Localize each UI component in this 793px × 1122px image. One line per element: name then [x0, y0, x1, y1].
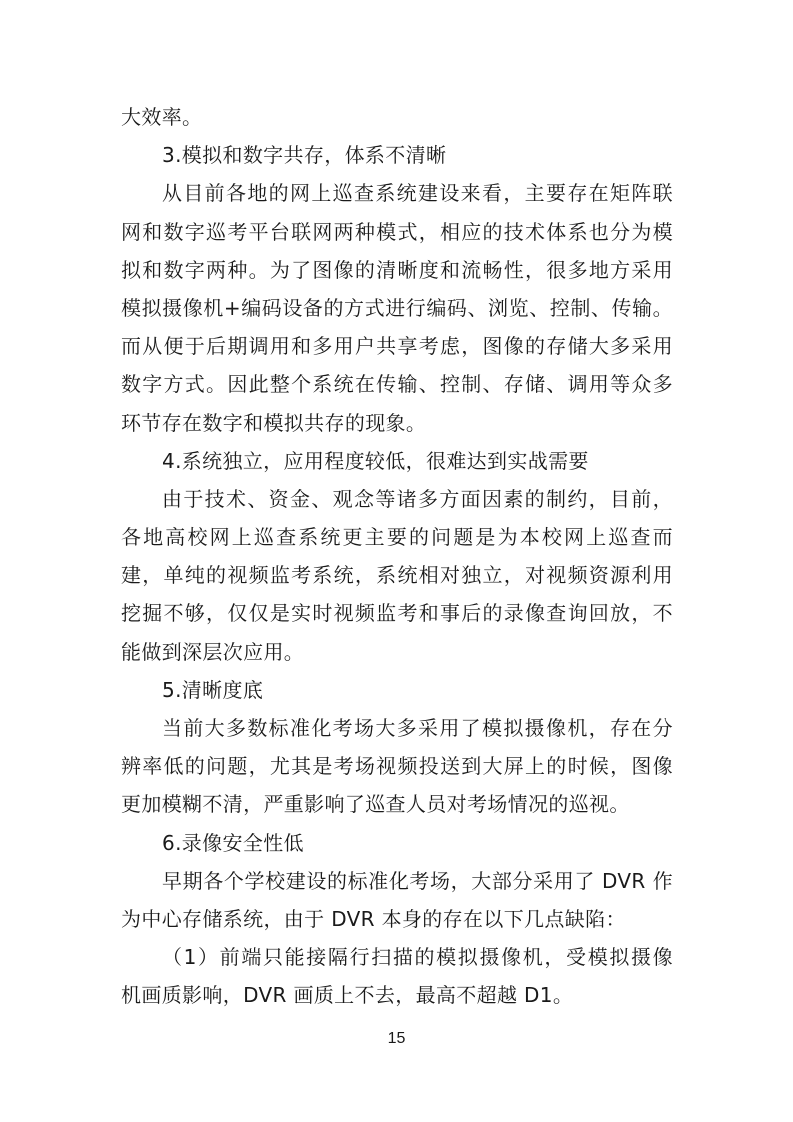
section-heading: 5.清晰度底 — [162, 677, 264, 702]
paragraph-line: 大效率。 — [121, 105, 203, 129]
paragraph-line: （1）前端只能接隔行扫描的模拟摄像机，受模拟摄像 — [162, 945, 673, 970]
document-body — [121, 98, 673, 1015]
paragraph-line: 为中心存储系统，由于 DVR 本身的存在以下几点缺陷： — [121, 906, 626, 931]
paragraph-line: 而从便于后期调用和多用户共享考虑，图像的存储大多采用 — [121, 334, 673, 359]
page-number: 15 — [387, 1030, 406, 1047]
paragraph-line: 辨率低的问题，尤其是考场视频投送到大屏上的时候，图像 — [121, 754, 673, 779]
section-heading: 3.模拟和数字共存，体系不清晰 — [162, 143, 447, 168]
paragraph-line: 环节存在数字和模拟共存的现象。 — [121, 410, 427, 435]
section-heading: 4.系统独立，应用程度较低，很难达到实战需要 — [162, 448, 589, 473]
paragraph-line: 数字方式。因此整个系统在传输、控制、存储、调用等众多 — [121, 372, 673, 397]
paragraph-line: 模拟摄像机+编码设备的方式进行编码、浏览、控制、传输。 — [121, 295, 673, 320]
paragraph-line: 更加模糊不清，严重影响了巡查人员对考场情况的巡视。 — [121, 792, 630, 817]
paragraph-line: 从目前各地的网上巡查系统建设来看，主要存在矩阵联 — [162, 181, 673, 206]
paragraph-line: 网和数字巡考平台联网两种模式，相应的技术体系也分为模 — [121, 219, 673, 244]
section-heading: 6.录像安全性低 — [162, 830, 304, 855]
paragraph-line: 建，单纯的视频监考系统，系统相对独立，对视频资源利用 — [121, 563, 673, 588]
paragraph-line: 机画质影响，DVR 画质上不去，最高不超越 D1。 — [121, 983, 574, 1008]
paragraph-line: 挖掘不够，仅仅是实时视频监考和事后的录像查询回放，不 — [121, 601, 673, 626]
paragraph-line: 由于技术、资金、观念等诸多方面因素的制约，目前， — [162, 486, 673, 511]
paragraph-line: 各地高校网上巡查系统更主要的问题是为本校网上巡查而 — [121, 525, 673, 550]
paragraph-line: 能做到深层次应用。 — [121, 639, 305, 664]
paragraph-line: 拟和数字两种。为了图像的清晰度和流畅性，很多地方采用 — [121, 257, 673, 282]
paragraph-line: 当前大多数标准化考场大多采用了模拟摄像机，存在分 — [162, 716, 673, 740]
paragraph-line: 早期各个学校建设的标准化考场，大部分采用了 DVR 作 — [162, 868, 673, 893]
